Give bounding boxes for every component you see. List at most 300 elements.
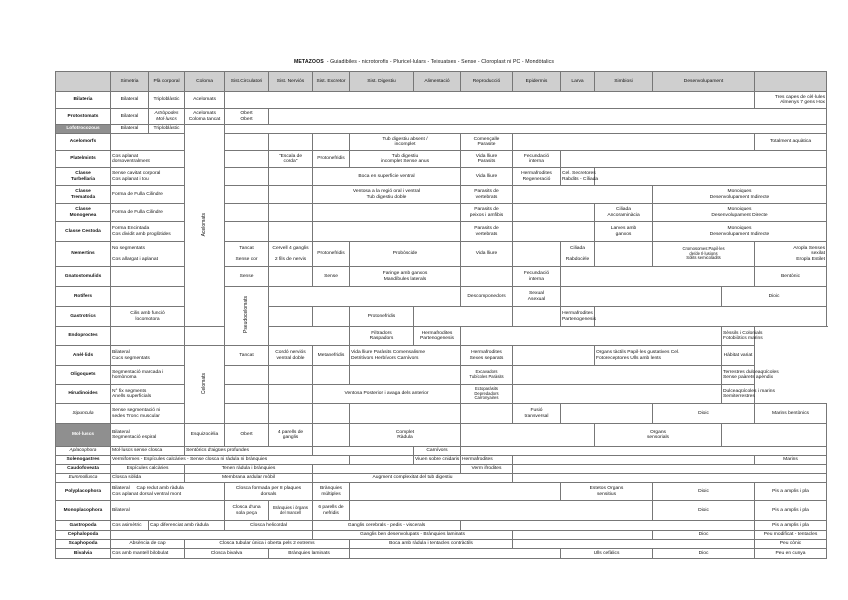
header-simetria: Simetria xyxy=(111,72,149,92)
side-label-pseudocelomats: Pseudocelomats xyxy=(225,287,269,346)
cell: Closca helicoïdal xyxy=(225,521,313,531)
cell: Absència de cap xyxy=(111,540,185,549)
cell: Bilateral xyxy=(111,109,149,125)
line: de/de Il·lusions xyxy=(689,250,718,256)
line: homònoma xyxy=(112,375,137,380)
line: Almenys 7 gens Hox xyxy=(780,100,826,105)
cell: Triploblàstic xyxy=(149,92,185,109)
line: Eropla xyxy=(796,256,811,262)
cell: Boca en superficie ventral xyxy=(313,168,461,186)
cell xyxy=(461,222,513,242)
line: Ventosa a la regió oral i ventral xyxy=(352,189,421,195)
cell: Closca tubular única i oberta pels 2 extrems xyxy=(185,540,350,549)
line: Aropla xyxy=(793,245,808,251)
group-label: Oligoquets xyxy=(56,366,111,385)
line: Fotoreceptores Ulls amb lents xyxy=(596,355,661,361)
header-reproduccio: Reproducció xyxy=(461,72,513,92)
cell xyxy=(461,204,513,222)
group-label xyxy=(56,186,111,204)
line: Sense cor xyxy=(235,256,258,262)
header-desenvolupament: Desenvolupament xyxy=(653,72,755,92)
table-row xyxy=(56,204,827,222)
line: Mandíbules laterals xyxy=(383,276,427,282)
line: Començalle xyxy=(473,136,500,142)
line: nefridis xyxy=(323,510,339,516)
line: Terrestres dulceaqüícoles xyxy=(723,369,779,375)
line: Monoiques xyxy=(727,207,752,213)
cell xyxy=(225,109,269,125)
cell xyxy=(653,222,827,242)
line: Ciliada xyxy=(570,245,585,251)
cell xyxy=(513,287,561,307)
line: Cos dividit amb proglòtides xyxy=(112,231,171,237)
line: Cos aplanat xyxy=(112,153,139,159)
line: sensorials xyxy=(646,435,670,440)
line: Filtradors xyxy=(371,330,392,336)
group-label: Gastropoda xyxy=(56,521,111,531)
line: Acelomats xyxy=(193,111,216,117)
line: Ectoparàsits xyxy=(474,386,499,392)
line: Fecundació xyxy=(523,153,550,159)
group-label: Acelomorfs xyxy=(56,134,111,151)
cell: Viuen sobre cnidaris xyxy=(414,456,461,465)
line: No segmentats xyxy=(112,245,145,251)
group-label: Eummollusca xyxy=(56,474,111,483)
line: Cordó nerviós xyxy=(275,350,306,356)
line: Sense paàrets apèndix xyxy=(723,375,774,380)
cell: Augment complexitat del tub digestiu xyxy=(313,474,513,483)
table-row xyxy=(56,531,827,540)
header-corner xyxy=(56,72,111,92)
cell: Sense xyxy=(225,267,269,287)
line: interna xyxy=(529,276,544,282)
cell: Ventosa Posterior i avaga dels anterior xyxy=(313,385,461,404)
cell xyxy=(111,483,225,501)
line: Senses xyxy=(808,245,826,251)
group-label: Scaphopoda xyxy=(56,540,111,549)
group-label: Hirudinoides xyxy=(56,385,111,404)
line: Dulceaqüícoles i marins xyxy=(723,388,775,394)
header-sist-digestiu: Sist. Digestiu xyxy=(350,72,414,92)
cell xyxy=(755,92,827,109)
header-pla-corporal: Plà corporal xyxy=(149,72,185,92)
line: Brànquies xyxy=(319,486,343,492)
cell: Carnívors xyxy=(414,447,461,456)
cell xyxy=(595,346,722,366)
cell: Vermiformes - Espícules calcàries - Sense closca ni ràdula ni brànquies xyxy=(111,456,350,465)
group-label: Bilateria xyxy=(56,92,111,109)
cell: Marins xyxy=(755,456,827,465)
group-label: Sipuncula xyxy=(56,404,111,424)
line: Hermafrodites xyxy=(521,171,552,177)
line: sexilat xyxy=(811,251,826,257)
cell xyxy=(313,483,350,501)
table-row xyxy=(56,267,827,287)
line: Parasite xyxy=(477,142,496,147)
table-row xyxy=(56,346,827,366)
line: 4 parells de xyxy=(277,429,304,435)
cell xyxy=(313,501,350,521)
line: 2 fils de nervis xyxy=(274,256,307,262)
line: Monoiques xyxy=(727,189,752,195)
line: Regeneració xyxy=(522,176,551,182)
group-label: Classe Cestoda xyxy=(56,222,111,242)
group-label xyxy=(56,204,111,222)
title-subtitle: - Guiadibiles - nicrotorofis - Pluricel·lulars - Teixuatses - Sense - Cloroplast ni PC - Mondòtalics xyxy=(326,59,555,65)
cell: Bilateral xyxy=(111,125,149,134)
table-row xyxy=(56,540,827,549)
header-sist-circulatori: Sist.Circulatori xyxy=(225,72,269,92)
cell: Hermafrodites xyxy=(461,456,513,465)
cell xyxy=(350,267,461,287)
cell xyxy=(350,327,414,346)
line: Cucs segmentats xyxy=(112,355,150,361)
group-label: Polyplacophora xyxy=(56,483,111,501)
line: Monogenea xyxy=(69,212,97,218)
side-label-acelomats: Acelomats xyxy=(185,125,225,327)
line: Parasits de xyxy=(474,207,499,213)
table-row xyxy=(56,287,827,307)
line: Closca formada per 8 plaques xyxy=(235,486,302,492)
group-label: Protostomats xyxy=(56,109,111,125)
cell: Tenen ràdula i brànquies xyxy=(185,465,313,474)
cell: Marins bentònics xyxy=(755,404,827,424)
cell: Peu en cunya xyxy=(755,549,827,559)
line: Parasits xyxy=(477,159,496,164)
cell: Boca amb ràdula i tentacles contràctils xyxy=(350,540,513,549)
line: ganglis xyxy=(282,435,299,440)
line: Larves amb xyxy=(610,226,637,232)
cell: Forma de Fulla Cilindre xyxy=(111,204,185,222)
cell: Brànquies laminats xyxy=(269,549,350,559)
group-label xyxy=(56,168,111,186)
group-label: Monoplacophora xyxy=(56,501,111,521)
line: Ciliada xyxy=(616,207,631,213)
cell: Obert xyxy=(225,424,269,447)
group-label: Caudofoveata xyxy=(56,465,111,474)
group-label: Endoproctes xyxy=(56,327,111,346)
cell: Metanefridis xyxy=(313,346,350,366)
line: transversal xyxy=(524,413,549,419)
line: Partenogenesis xyxy=(420,336,454,341)
group-label: Rotífers xyxy=(56,287,111,307)
header-epidermis: Epidermis xyxy=(513,72,561,92)
line: Cos aplanat i tou xyxy=(112,176,149,182)
header-coloma: Coloma xyxy=(185,72,225,92)
cell xyxy=(225,242,269,267)
metazoa-table xyxy=(55,71,827,559)
line: Bilateral xyxy=(112,350,130,356)
line: Parasits de xyxy=(474,226,499,232)
line: Tub digestiu doble xyxy=(366,194,407,200)
line: sedes Tronc muscular xyxy=(112,413,160,419)
cell xyxy=(269,424,313,447)
cell: Tancat xyxy=(225,346,269,366)
table-row xyxy=(56,151,827,168)
cell xyxy=(313,186,461,204)
group-label: Gnatostomulids xyxy=(56,267,111,287)
cell: Bilateral xyxy=(111,501,225,521)
line: Turbellaria xyxy=(70,176,96,182)
line: Sexual xyxy=(529,291,544,297)
line: Excavadors xyxy=(475,369,498,375)
cell xyxy=(111,346,185,366)
line: Cel. Secretores xyxy=(562,171,596,177)
line: Partenogenesis xyxy=(562,316,596,322)
cell xyxy=(461,134,513,151)
table-row xyxy=(56,404,827,424)
group-label: Mol·luscs xyxy=(56,424,111,447)
title-main: METAZOOS xyxy=(293,59,324,65)
table-row xyxy=(56,549,827,559)
cell xyxy=(111,242,185,267)
group-label: Aplacophora xyxy=(56,447,111,456)
header-sist-nervios: Sist. Nerviós xyxy=(269,72,313,92)
line: Mol·luscs xyxy=(156,116,177,122)
cell: Peu modificat - tentacles xyxy=(755,531,827,540)
group-label: Lofotrocozous xyxy=(56,125,111,134)
cell xyxy=(269,501,313,521)
line: Parasits de xyxy=(474,189,499,195)
table-row xyxy=(56,307,827,327)
cell xyxy=(225,483,313,501)
line: Vida lliure Paràsits Comensalisme xyxy=(351,350,426,356)
group-label: Cephalopoda xyxy=(56,531,111,540)
line: locomotora xyxy=(135,316,160,322)
cell xyxy=(269,242,313,267)
cell xyxy=(111,366,185,385)
line: Raspadors xyxy=(369,336,394,341)
line: Cilis amb funció xyxy=(130,311,165,317)
line: Hermafrodites xyxy=(562,311,593,317)
group-label: Solenogastres xyxy=(56,456,111,465)
line: Semiterrestres xyxy=(723,394,755,399)
cell xyxy=(350,134,461,151)
cell xyxy=(269,151,313,168)
line: Depredadors xyxy=(474,390,499,396)
cell: Protonefridis xyxy=(313,151,350,168)
line: múltiples xyxy=(321,491,341,497)
line: Coloma tancat xyxy=(188,116,221,122)
line: Tub digestiu absent / xyxy=(382,136,428,142)
group-label: Gastrotrics xyxy=(56,307,111,327)
line: interna xyxy=(529,159,544,164)
cell: Dioic xyxy=(653,404,755,424)
line: Desenvolupament Directe xyxy=(711,212,768,218)
line: Desenvolupament Indirecte xyxy=(709,231,770,237)
line: Sexes separats xyxy=(469,355,504,361)
line: Tres capes de cèl·lules xyxy=(774,94,826,100)
line: Artròpodes xyxy=(154,111,179,117)
line: Cervell 4 ganglis xyxy=(272,245,309,251)
line: Cromosomes:Papil·les xyxy=(682,246,725,252)
cell xyxy=(350,424,461,447)
line: Cap redut amb ràdula xyxy=(136,486,184,492)
cell: Totalment aquàtica xyxy=(755,134,827,151)
cell xyxy=(561,168,599,186)
cell: Protonefridis xyxy=(350,307,414,327)
line: Rabdits - Cíliada xyxy=(562,176,599,182)
table-row xyxy=(56,483,827,501)
line: "Escala de xyxy=(278,153,303,159)
cell: Closca sòlida xyxy=(111,474,185,483)
line: Sòlits semicolàdits xyxy=(686,255,721,261)
header-extra xyxy=(755,72,827,92)
cell xyxy=(461,186,513,204)
table-row xyxy=(56,168,827,186)
cell: Forma de Fulla Cilindre xyxy=(111,186,185,204)
line: sola peça xyxy=(236,510,257,516)
line: Classe xyxy=(75,207,91,213)
line: Estilet xyxy=(811,256,826,262)
cell xyxy=(653,186,827,204)
line: Organs tàctils Papil·les gustatives Cel. xyxy=(596,350,680,356)
table-row xyxy=(56,424,827,447)
header-sist-excretor: Sist. Excretor xyxy=(313,72,350,92)
line: del mancell xyxy=(279,509,302,515)
cell: Hàbitat variat xyxy=(722,346,755,366)
cell: Bilateral xyxy=(111,92,149,109)
line: Ràdula xyxy=(397,435,413,440)
header-simbiosi: Simbiosi xyxy=(595,72,653,92)
line: Hermafrodites xyxy=(421,330,453,336)
cell: Sense xyxy=(313,267,350,287)
line: Cos allargat i aplanat xyxy=(112,256,158,262)
line: Desenvolupament Indirecte xyxy=(709,194,770,200)
cell xyxy=(513,168,561,186)
table-row xyxy=(56,465,827,474)
cell xyxy=(414,327,461,346)
cell: Descomponedors xyxy=(461,287,513,307)
cell xyxy=(653,242,755,267)
line: Segmentació espiral xyxy=(112,435,157,440)
cell: Ganglis ben desenvolupats - Brànquies laminats xyxy=(313,531,513,540)
cell: Vida lliure xyxy=(461,168,513,186)
cell xyxy=(461,151,513,168)
line: Tub digestiu xyxy=(391,153,419,159)
header-row xyxy=(56,72,827,92)
cell xyxy=(350,346,461,366)
line: incomplet Sense anus xyxy=(380,159,430,164)
group-label: Platelmints xyxy=(56,151,111,168)
cell xyxy=(653,204,827,222)
line: sensitius xyxy=(596,491,617,497)
cell: Dioic xyxy=(722,287,827,307)
cell xyxy=(561,307,595,327)
cell xyxy=(185,109,225,125)
line: Closca d'una xyxy=(232,505,261,511)
line: Monoiques xyxy=(727,226,752,232)
cell xyxy=(513,267,561,287)
line: Complet xyxy=(395,429,415,435)
line: ventral doble xyxy=(276,355,305,361)
cell: Vida lliure xyxy=(461,242,513,267)
line: Sense cavitat corporal xyxy=(112,171,161,177)
table-row xyxy=(56,521,827,531)
line: Bilateral xyxy=(112,486,130,492)
cell: Peu cònic xyxy=(755,540,827,549)
line: Organs xyxy=(649,429,667,435)
cell: Dioic xyxy=(653,483,755,501)
cell xyxy=(461,346,513,366)
line: Trematoda xyxy=(70,194,96,200)
cell xyxy=(461,385,513,404)
cell xyxy=(722,385,775,404)
line: Ancoraminàcia xyxy=(607,212,640,218)
cell xyxy=(513,151,561,168)
group-label: Nemertins xyxy=(56,242,111,267)
cell xyxy=(595,222,653,242)
cell xyxy=(111,151,185,168)
line: Segmentació marcada i xyxy=(112,369,164,375)
cell: Esquizocèlia xyxy=(185,424,225,447)
table-row xyxy=(56,447,827,456)
cell: Cos amb mantell bilobulat xyxy=(111,549,185,559)
cell: Pis a amplis i pla xyxy=(755,483,827,501)
line: Fotobiòtics marins xyxy=(723,336,763,341)
cell xyxy=(722,366,779,385)
line: corda" xyxy=(283,159,298,164)
line: Bilateral xyxy=(112,429,130,435)
line: incomplet xyxy=(394,142,416,147)
cell: Cos asimètric xyxy=(111,521,149,531)
cell xyxy=(755,242,827,267)
cell: Dioic xyxy=(653,501,755,521)
line: Fecundació xyxy=(523,271,550,277)
table-row xyxy=(56,501,827,521)
line: Asexual xyxy=(527,296,546,302)
line: dorsals xyxy=(260,491,277,497)
table-row xyxy=(56,222,827,242)
cell xyxy=(111,222,185,242)
line: Tubícoles Paràsits xyxy=(469,374,504,379)
table-row xyxy=(56,186,827,204)
line: Rabdocèle xyxy=(565,256,590,262)
cell: Ulls cefàlics xyxy=(561,549,653,559)
cell: Pis a amplis i pla xyxy=(755,501,827,521)
table-row xyxy=(56,92,827,109)
line: Carronyaires xyxy=(474,395,499,401)
table-row xyxy=(56,109,827,125)
line: N° fix segments xyxy=(112,388,147,394)
table-row xyxy=(56,327,827,346)
line: Tancat xyxy=(239,245,254,251)
cell: Closca bivalva xyxy=(185,549,269,559)
cell xyxy=(722,327,763,346)
table-row xyxy=(56,134,827,151)
line: Sense segmentació ni xyxy=(112,408,161,414)
header-alimentacio: Alimentació xyxy=(414,72,461,92)
cell: Sentòrics d'aigües profundes xyxy=(185,447,313,456)
line: 6 parells de xyxy=(318,505,344,511)
line: dorsoventralment xyxy=(112,159,150,164)
cell xyxy=(225,501,269,521)
table-row xyxy=(56,366,827,385)
cell: Triploblàstic xyxy=(149,125,185,134)
table-row xyxy=(56,385,827,404)
cell: Verm ifrodites xyxy=(461,465,513,474)
cell xyxy=(513,404,561,424)
side-label-celomats: Celomats xyxy=(185,346,225,424)
line: Obert xyxy=(240,116,253,122)
cell xyxy=(149,109,185,125)
cell xyxy=(269,346,313,366)
cell: Espícules calcàries xyxy=(111,465,185,474)
line: Hermafrodites xyxy=(471,350,502,356)
cell: Mol·luscs sense closca xyxy=(111,447,185,456)
cell xyxy=(595,424,722,447)
group-label: Bivalvia xyxy=(56,549,111,559)
